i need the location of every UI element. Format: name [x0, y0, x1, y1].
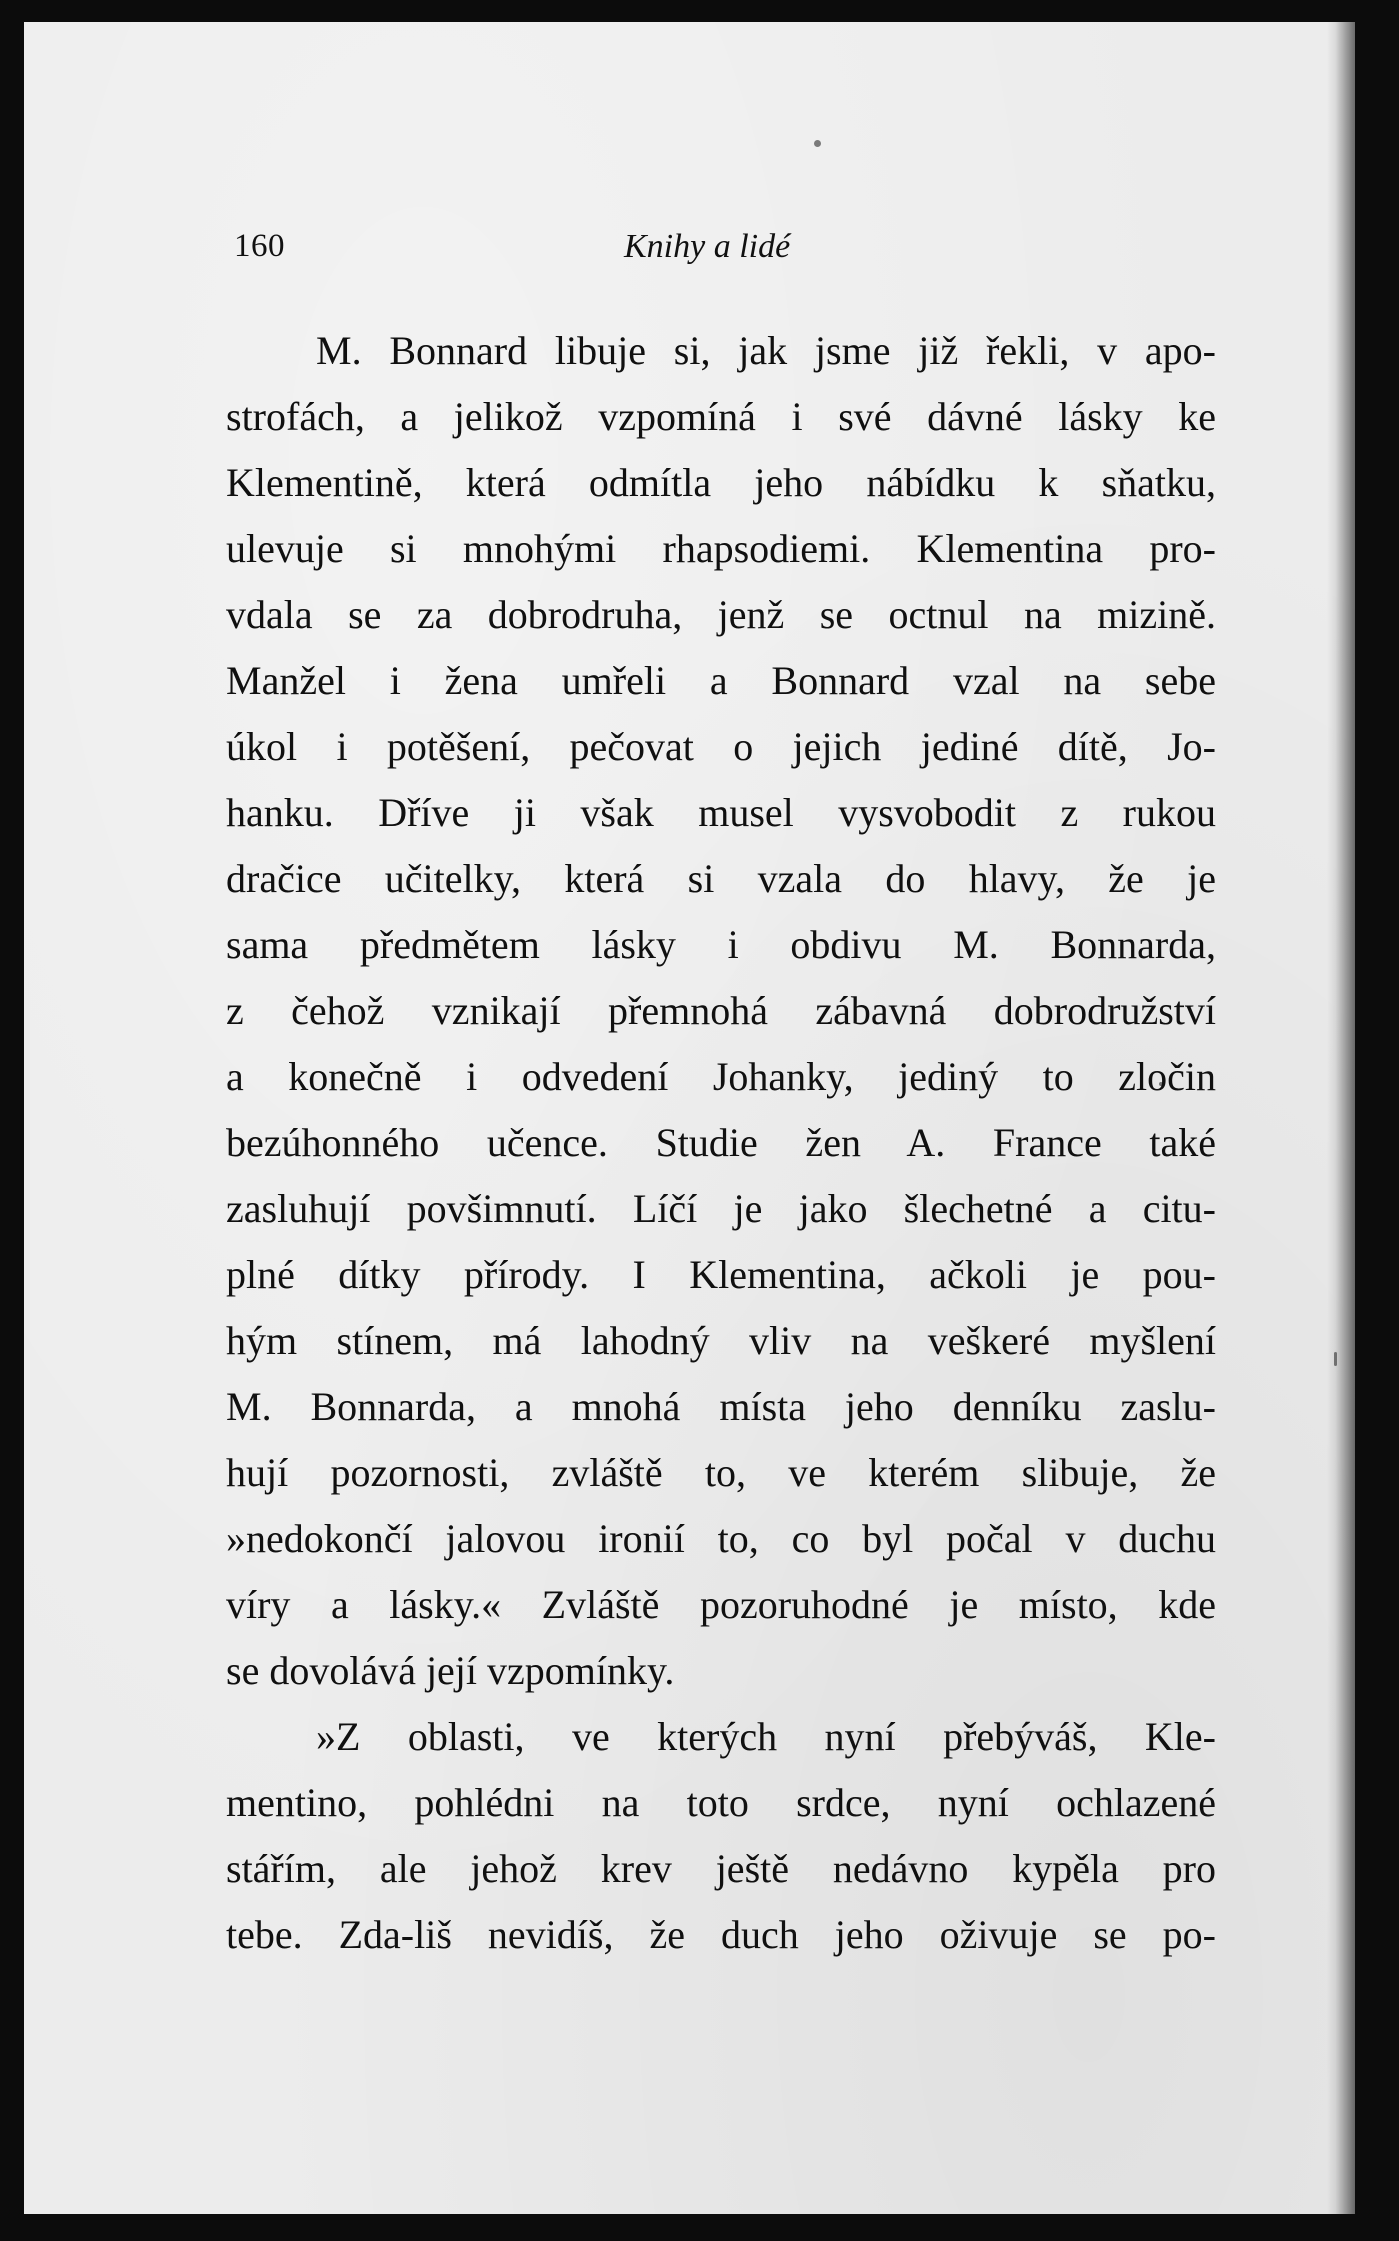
text-line: plné dítky přírody. I Klementina, ačkoli je pou- [226, 1252, 1216, 1297]
text-line: »nedokončí jalovou ironií to, co byl počal v duchu [226, 1516, 1216, 1561]
text-line: Klementině, která odmítla jeho nábídku k sňatku, [226, 460, 1216, 505]
text-line: »Z oblasti, ve kterých nyní přebýváš, Kle- [316, 1714, 1216, 1759]
text-line: M. Bonnarda, a mnohá místa jeho denníku zaslu- [226, 1384, 1216, 1429]
text-line: Manžel i žena umřeli a Bonnard vzal na sebe [226, 658, 1216, 703]
text-line: z čehož vznikají přemnohá zábavná dobrodružství [226, 988, 1216, 1033]
text-line: M. Bonnard libuje si, jak jsme již řekli, v apo- [316, 328, 1216, 373]
text-line: a konečně i odvedení Johanky, jediný to zločin [226, 1054, 1216, 1099]
paper-speck [814, 140, 821, 147]
text-line: hým stínem, má lahodný vliv na veškeré myšlení [226, 1318, 1216, 1363]
text-line: bezúhonného učence. Studie žen A. France také [226, 1120, 1216, 1165]
text-line: ulevuje si mnohými rhapsodiemi. Klementina pro- [226, 526, 1216, 571]
running-head-title: Knihy a lidé [624, 228, 791, 265]
text-line: mentino, pohlédni na toto srdce, nyní ochlazené [226, 1780, 1216, 1825]
text-line: stářím, ale jehož krev ještě nedávno kypěla pro [226, 1846, 1216, 1891]
page-header [234, 228, 1216, 274]
page-number: 160 [234, 228, 285, 264]
text-line: zasluhují povšimnutí. Líčí je jako šlechetné a citu- [226, 1186, 1216, 1231]
text-line: úkol i potěšení, pečovat o jejich jediné dítě, Jo- [226, 724, 1216, 769]
text-line: hanku. Dříve ji však musel vysvobodit z rukou [226, 790, 1216, 835]
paper-speck [1334, 1352, 1337, 1366]
text-line: sama předmětem lásky i obdivu M. Bonnarda, [226, 922, 1216, 967]
text-line: strofách, a jelikož vzpomíná i své dávné lásky ke [226, 394, 1216, 439]
text-line: hují pozornosti, zvláště to, ve kterém slibuje, že [226, 1450, 1216, 1495]
text-line: se dovolává její vzpomínky. [226, 1648, 675, 1693]
text-line: víry a lásky.« Zvláště pozoruhodné je místo, kde [226, 1582, 1216, 1627]
body-text [226, 318, 1216, 1968]
page-edge-shadow [1327, 22, 1355, 2214]
text-line: dračice učitelky, která si vzala do hlavy, že je [226, 856, 1216, 901]
text-line: vdala se za dobrodruha, jenž se octnul na mizině. [226, 592, 1216, 637]
text-line: tebe. Zda-liš nevidíš, že duch jeho oživuje se po- [226, 1912, 1216, 1957]
